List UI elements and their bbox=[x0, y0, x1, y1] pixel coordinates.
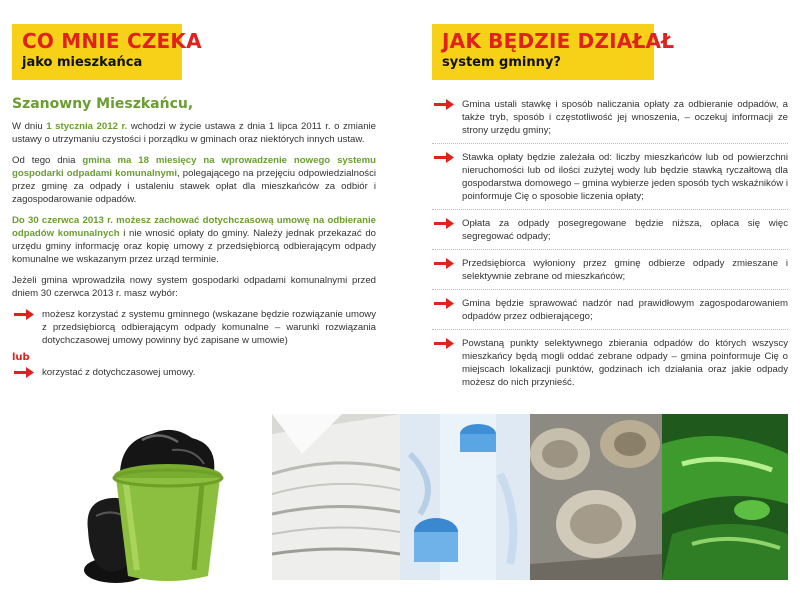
right-column bbox=[432, 98, 788, 402]
paragraph-choice: Jeżeli gmina wprowadziła nowy system gospodarki odpadami komunalnymi przed dniem 30 czerwca 2013 r. masz wybór: bbox=[12, 275, 376, 299]
paragraph-intro bbox=[12, 120, 376, 146]
info-item bbox=[432, 98, 788, 144]
arrow-right-icon bbox=[434, 258, 454, 269]
paragraph-contract bbox=[12, 214, 376, 266]
option-text: korzystać z dotychczasowej umowy. bbox=[42, 367, 196, 378]
p2-text-a: Od tego dnia bbox=[12, 155, 83, 166]
option-text: możesz korzystać z systemu gminnego (wskazane będzie rozwiązanie umowy z przedsiębiorcą odbierającym odpady komunalne – warunki rozwiązania dotychczasowej umowy powinny być zapisane w umowie) bbox=[42, 309, 376, 346]
info-item bbox=[432, 151, 788, 210]
greeting: Szanowny Mieszkańcu, bbox=[12, 96, 194, 112]
arrow-right-icon bbox=[434, 152, 454, 163]
photo-metal-cans bbox=[530, 414, 662, 580]
photo-glass-bottles bbox=[662, 414, 788, 580]
photo-plastic-bottles bbox=[400, 414, 530, 580]
info-item-text: Powstaną punkty selektywnego zbierania odpadów do których wszyscy mieszkańcy będą mogli oddać zebrane odpady – gmina poinformuje Cię o miejscach lokalizacji punktów, godzinach ich działania oraz jakie odpady możesz do nich przynieść. bbox=[462, 338, 788, 388]
info-item-text: Gmina będzie sprawować nadzór nad prawidłowym zagospodarowaniem odpadów przez odbierającego; bbox=[462, 298, 788, 322]
p2-highlight: gmina ma 18 miesięcy na wprowadzenie nowego systemu gospodarki odpadami komunalnymi bbox=[12, 155, 377, 179]
right-header-title: JAK BĘDZIE DZIAŁAŁ bbox=[442, 29, 675, 53]
p1-date: 1 stycznia 2012 r. bbox=[46, 121, 128, 132]
info-item-text: Stawka opłaty będzie zależała od: liczby mieszkańców lub od powierzchni nieruchomości lub od ilości zużytej wody lub będzie stawką ryczałtową dla gospodarstwa domowego – gmina wybierze jeden sposób tych wskaźników i poinformuje Cię o sposobie liczenia opłaty; bbox=[462, 152, 788, 202]
option-item bbox=[12, 366, 376, 379]
left-header-banner bbox=[12, 24, 202, 80]
p1-text-a: W dniu bbox=[12, 121, 47, 132]
arrow-right-icon bbox=[434, 218, 454, 229]
photo-paper bbox=[272, 414, 400, 580]
arrow-right-icon bbox=[434, 298, 454, 309]
or-label: lub bbox=[12, 352, 30, 363]
arrow-right-icon bbox=[14, 309, 34, 320]
arrow-right-icon bbox=[14, 367, 34, 378]
p1-text-b: wchodzi w życie ustawa z dnia 1 lipca 2011 r. o zmianie ustawy o utrzymaniu czystości i porządku w gminach oraz niektórych innych ustaw. bbox=[12, 121, 376, 145]
left-header-title: CO MNIE CZEKA bbox=[22, 29, 202, 53]
p3-text-b: i nie wnosić opłaty do gminy. Należy jednak przekazać do urzędu gminy informację oraz kopię umowy z przedsiębiorcą odbierającym odpady komunalne we wskazanym przez urząd terminie. bbox=[12, 228, 376, 265]
left-column bbox=[12, 98, 376, 383]
info-item bbox=[432, 217, 788, 250]
info-item bbox=[432, 297, 788, 330]
p3-highlight: Do 30 czerwca 2013 r. możesz zachować dotychczasową umowę na odbieranie odpadów komunalnych bbox=[12, 215, 376, 239]
option-item bbox=[12, 308, 376, 347]
info-item-text: Gmina ustali stawkę i sposób naliczania opłaty za odbieranie odpadów, a także tryb, sposób i częstotliwość jej wnoszenia, – oczekuj informacji ze strony urzędu gminy; bbox=[462, 99, 788, 136]
right-header-banner bbox=[432, 24, 675, 80]
info-item-text: Opłata za odpady posegregowane będzie niższa, opłaca się więc segregować odpady; bbox=[462, 218, 788, 242]
right-header-subtitle: system gminny? bbox=[442, 55, 561, 70]
p2-text-b: , polegającego na przejęciu odpowiedzialności przez gminę za odpady i ustaleniu stawek opłat dla mieszkańców za odbiór i zagospodarowanie odpadów. bbox=[12, 168, 376, 205]
info-item bbox=[432, 257, 788, 290]
trash-bin-illustration bbox=[82, 420, 232, 585]
arrow-right-icon bbox=[434, 338, 454, 349]
info-item bbox=[432, 337, 788, 395]
paragraph-deadline bbox=[12, 154, 376, 206]
info-item-text: Przedsiębiorca wyłoniony przez gminę odbierze odpady zmieszane i selektywnie zebrane od mieszkańców; bbox=[462, 258, 788, 282]
arrow-right-icon bbox=[434, 99, 454, 110]
left-header-subtitle: jako mieszkańca bbox=[22, 55, 143, 70]
